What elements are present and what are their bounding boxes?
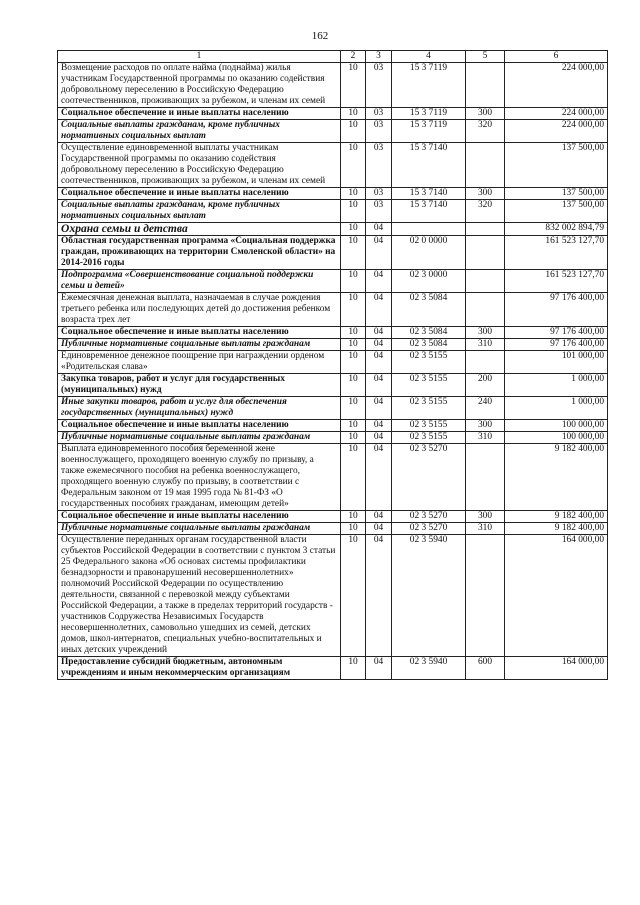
row-target-article: 02 3 5084 (392, 327, 466, 339)
row-expense-type: 200 (466, 374, 505, 397)
row-amount: 101 000,00 (505, 351, 608, 374)
row-target-article: 02 3 5155 (392, 432, 466, 444)
row-subsection-code: 04 (366, 511, 392, 523)
row-description: Социальное обеспечение и иные выплаты населению (58, 327, 341, 339)
table-row (58, 444, 608, 511)
row-amount: 9 182 400,00 (505, 511, 608, 523)
row-target-article: 02 3 5940 (392, 657, 466, 680)
row-expense-type: 300 (466, 511, 505, 523)
row-expense-type (466, 351, 505, 374)
row-expense-type (466, 270, 505, 293)
row-amount: 137 500,00 (505, 143, 608, 188)
row-subsection-code: 04 (366, 523, 392, 535)
row-subsection-code: 03 (366, 188, 392, 200)
row-target-article: 02 3 0000 (392, 270, 466, 293)
row-description: Предоставление субсидий бюджетным, автономным учреждениям и иным некоммерческим организациям (58, 657, 341, 680)
row-target-article: 15 3 7140 (392, 200, 466, 223)
table-header-row (58, 51, 608, 63)
row-subsection-code: 04 (366, 223, 392, 236)
row-expense-type: 320 (466, 200, 505, 223)
row-section-code: 10 (341, 397, 366, 420)
row-subsection-code: 03 (366, 200, 392, 223)
row-section-code: 10 (341, 120, 366, 143)
row-subsection-code: 03 (366, 143, 392, 188)
row-amount: 9 182 400,00 (505, 444, 608, 511)
row-target-article: 15 3 7140 (392, 188, 466, 200)
row-description: Социальное обеспечение и иные выплаты населению (58, 108, 341, 120)
row-subsection-code: 04 (366, 397, 392, 420)
row-target-article: 15 3 7119 (392, 108, 466, 120)
row-target-article: 15 3 7119 (392, 120, 466, 143)
row-amount: 164 000,00 (505, 657, 608, 680)
row-subsection-code: 04 (366, 420, 392, 432)
row-description: Социальное обеспечение и иные выплаты населению (58, 420, 341, 432)
row-description: Осуществление переданных органам государственной власти субъектов Российской Федерации в соответствии с пунктом 3 статьи 25 Федерального закона «Об основах системы профилактики безнадзорности и правонарушений несовершеннолетних» полномочий Российской Федерации по осуществлению деятельности, связанной с перевозкой между субъектами Российской Федерации, а также в пределах территорий государств - участников Содружества Независимых Государств несовершеннолетних, самовольно ушедших из семей, детских домов, школ-интернатов, специальных учебно-воспитательных и иных детских учреждений (58, 535, 341, 657)
row-amount: 224 000,00 (505, 120, 608, 143)
row-section-code: 10 (341, 351, 366, 374)
row-description: Охрана семьи и детства (58, 223, 341, 236)
row-expense-type: 320 (466, 120, 505, 143)
table-row (58, 339, 608, 351)
row-section-code: 10 (341, 143, 366, 188)
table-row (58, 120, 608, 143)
row-target-article: 02 3 5270 (392, 444, 466, 511)
row-amount: 100 000,00 (505, 432, 608, 444)
row-section-code: 10 (341, 327, 366, 339)
row-amount: 97 176 400,00 (505, 293, 608, 327)
row-subsection-code: 03 (366, 108, 392, 120)
column-header: 3 (366, 51, 392, 63)
table-row (58, 327, 608, 339)
row-description: Ежемесячная денежная выплата, назначаемая в случае рождения третьего ребенка или последующих детей до достижения ребенком возраста трех лет (58, 293, 341, 327)
row-description: Выплата единовременного пособия беременной жене военнослужащего, проходящего военную службу по призыву, а также ежемесячного пособия на ребенка военнослужащего, проходящего военную службу по призыву, в соответствии с Федеральным законом от 19 мая 1995 года № 81-ФЗ «О государственных пособиях гражданам, имеющим детей» (58, 444, 341, 511)
row-target-article: 02 0 0000 (392, 236, 466, 270)
row-expense-type: 300 (466, 108, 505, 120)
table-row (58, 432, 608, 444)
row-amount: 164 000,00 (505, 535, 608, 657)
row-target-article: 02 3 5270 (392, 523, 466, 535)
row-subsection-code: 04 (366, 432, 392, 444)
row-description: Закупка товаров, работ и услуг для государственных (муниципальных) нужд (58, 374, 341, 397)
row-target-article: 02 3 5270 (392, 511, 466, 523)
row-subsection-code: 04 (366, 444, 392, 511)
row-amount: 1 000,00 (505, 397, 608, 420)
row-expense-type: 310 (466, 523, 505, 535)
row-description: Социальное обеспечение и иные выплаты населению (58, 188, 341, 200)
row-description: Подпрограмма «Совершенствование социальной поддержки семьи и детей» (58, 270, 341, 293)
row-section-code: 10 (341, 444, 366, 511)
column-header: 1 (58, 51, 341, 63)
row-section-code: 10 (341, 339, 366, 351)
row-section-code: 10 (341, 188, 366, 200)
row-target-article: 02 3 5155 (392, 397, 466, 420)
row-description: Осуществление единовременной выплаты участникам Государственной программы по оказанию содействия добровольному переселению в Российскую Федерацию соотечественников, проживающих за рубежом, и членам их семей (58, 143, 341, 188)
table-row (58, 351, 608, 374)
row-section-code: 10 (341, 374, 366, 397)
row-expense-type: 600 (466, 657, 505, 680)
row-expense-type (466, 293, 505, 327)
row-subsection-code: 04 (366, 657, 392, 680)
row-expense-type: 300 (466, 420, 505, 432)
column-header: 5 (466, 51, 505, 63)
row-section-code: 10 (341, 200, 366, 223)
row-section-code: 10 (341, 657, 366, 680)
table-row (58, 63, 608, 108)
row-amount: 161 523 127,70 (505, 236, 608, 270)
row-section-code: 10 (341, 420, 366, 432)
row-expense-type (466, 63, 505, 108)
row-expense-type: 310 (466, 339, 505, 351)
row-subsection-code: 04 (366, 351, 392, 374)
row-amount: 832 002 894,79 (505, 223, 608, 236)
row-amount: 97 176 400,00 (505, 339, 608, 351)
page-number: 162 (311, 30, 329, 42)
row-section-code: 10 (341, 523, 366, 535)
row-target-article: 02 3 5940 (392, 535, 466, 657)
row-amount: 224 000,00 (505, 63, 608, 108)
table-row (58, 511, 608, 523)
row-section-code: 10 (341, 270, 366, 293)
row-subsection-code: 04 (366, 327, 392, 339)
table-row (58, 397, 608, 420)
row-amount: 1 000,00 (505, 374, 608, 397)
row-description: Социальные выплаты гражданам, кроме публичных нормативных социальных выплат (58, 120, 341, 143)
row-amount: 161 523 127,70 (505, 270, 608, 293)
row-target-article: 02 3 5155 (392, 374, 466, 397)
row-subsection-code: 04 (366, 339, 392, 351)
row-amount: 9 182 400,00 (505, 523, 608, 535)
row-description: Областная государственная программа «Социальная поддержка граждан, проживающих на территории Смоленской области» на 2014-2016 годы (58, 236, 341, 270)
row-target-article: 02 3 5155 (392, 420, 466, 432)
row-target-article: 02 3 5084 (392, 293, 466, 327)
row-amount: 137 500,00 (505, 200, 608, 223)
row-subsection-code: 04 (366, 535, 392, 657)
row-description: Публичные нормативные социальные выплаты гражданам (58, 339, 341, 351)
row-expense-type (466, 143, 505, 188)
table-row (58, 420, 608, 432)
table-row (58, 270, 608, 293)
row-description: Публичные нормативные социальные выплаты гражданам (58, 432, 341, 444)
row-expense-type (466, 223, 505, 236)
row-expense-type (466, 236, 505, 270)
row-description: Публичные нормативные социальные выплаты гражданам (58, 523, 341, 535)
row-target-article (392, 223, 466, 236)
row-target-article: 02 3 5155 (392, 351, 466, 374)
row-subsection-code: 03 (366, 120, 392, 143)
row-subsection-code: 04 (366, 374, 392, 397)
row-expense-type (466, 444, 505, 511)
row-target-article: 15 3 7119 (392, 63, 466, 108)
table-row (58, 374, 608, 397)
table-row (58, 200, 608, 223)
row-expense-type: 310 (466, 432, 505, 444)
row-section-code: 10 (341, 63, 366, 108)
table-row (58, 143, 608, 188)
row-section-code: 10 (341, 511, 366, 523)
row-subsection-code: 04 (366, 236, 392, 270)
row-amount: 100 000,00 (505, 420, 608, 432)
table-row (58, 535, 608, 657)
row-expense-type (466, 535, 505, 657)
column-header: 6 (505, 51, 608, 63)
row-section-code: 10 (341, 535, 366, 657)
column-header: 4 (392, 51, 466, 63)
row-expense-type: 240 (466, 397, 505, 420)
budget-table (57, 50, 608, 680)
column-header: 2 (341, 51, 366, 63)
row-amount: 97 176 400,00 (505, 327, 608, 339)
row-section-code: 10 (341, 432, 366, 444)
row-subsection-code: 04 (366, 270, 392, 293)
row-section-code: 10 (341, 223, 366, 236)
table-row (58, 236, 608, 270)
table-row (58, 657, 608, 680)
table-row (58, 523, 608, 535)
row-description: Иные закупки товаров, работ и услуг для обеспечения государственных (муниципальных) нужд (58, 397, 341, 420)
row-description: Социальное обеспечение и иные выплаты населению (58, 511, 341, 523)
row-subsection-code: 04 (366, 293, 392, 327)
row-expense-type: 300 (466, 188, 505, 200)
table-row (58, 188, 608, 200)
row-section-code: 10 (341, 236, 366, 270)
row-description: Возмещение расходов по оплате найма (поднайма) жилья участникам Государственной программы по оказанию содействия добровольному переселению в Российскую Федерацию соотечественников, проживающих за рубежом, и членам их семей (58, 63, 341, 108)
row-section-code: 10 (341, 108, 366, 120)
row-subsection-code: 03 (366, 63, 392, 108)
row-amount: 224 000,00 (505, 108, 608, 120)
row-target-article: 02 3 5084 (392, 339, 466, 351)
row-description: Единовременное денежное поощрение при награждении орденом «Родительская слава» (58, 351, 341, 374)
row-section-code: 10 (341, 293, 366, 327)
row-amount: 137 500,00 (505, 188, 608, 200)
row-description: Социальные выплаты гражданам, кроме публичных нормативных социальных выплат (58, 200, 341, 223)
row-expense-type: 300 (466, 327, 505, 339)
table-row (58, 293, 608, 327)
row-target-article: 15 3 7140 (392, 143, 466, 188)
table-row (58, 108, 608, 120)
table-row (58, 223, 608, 236)
